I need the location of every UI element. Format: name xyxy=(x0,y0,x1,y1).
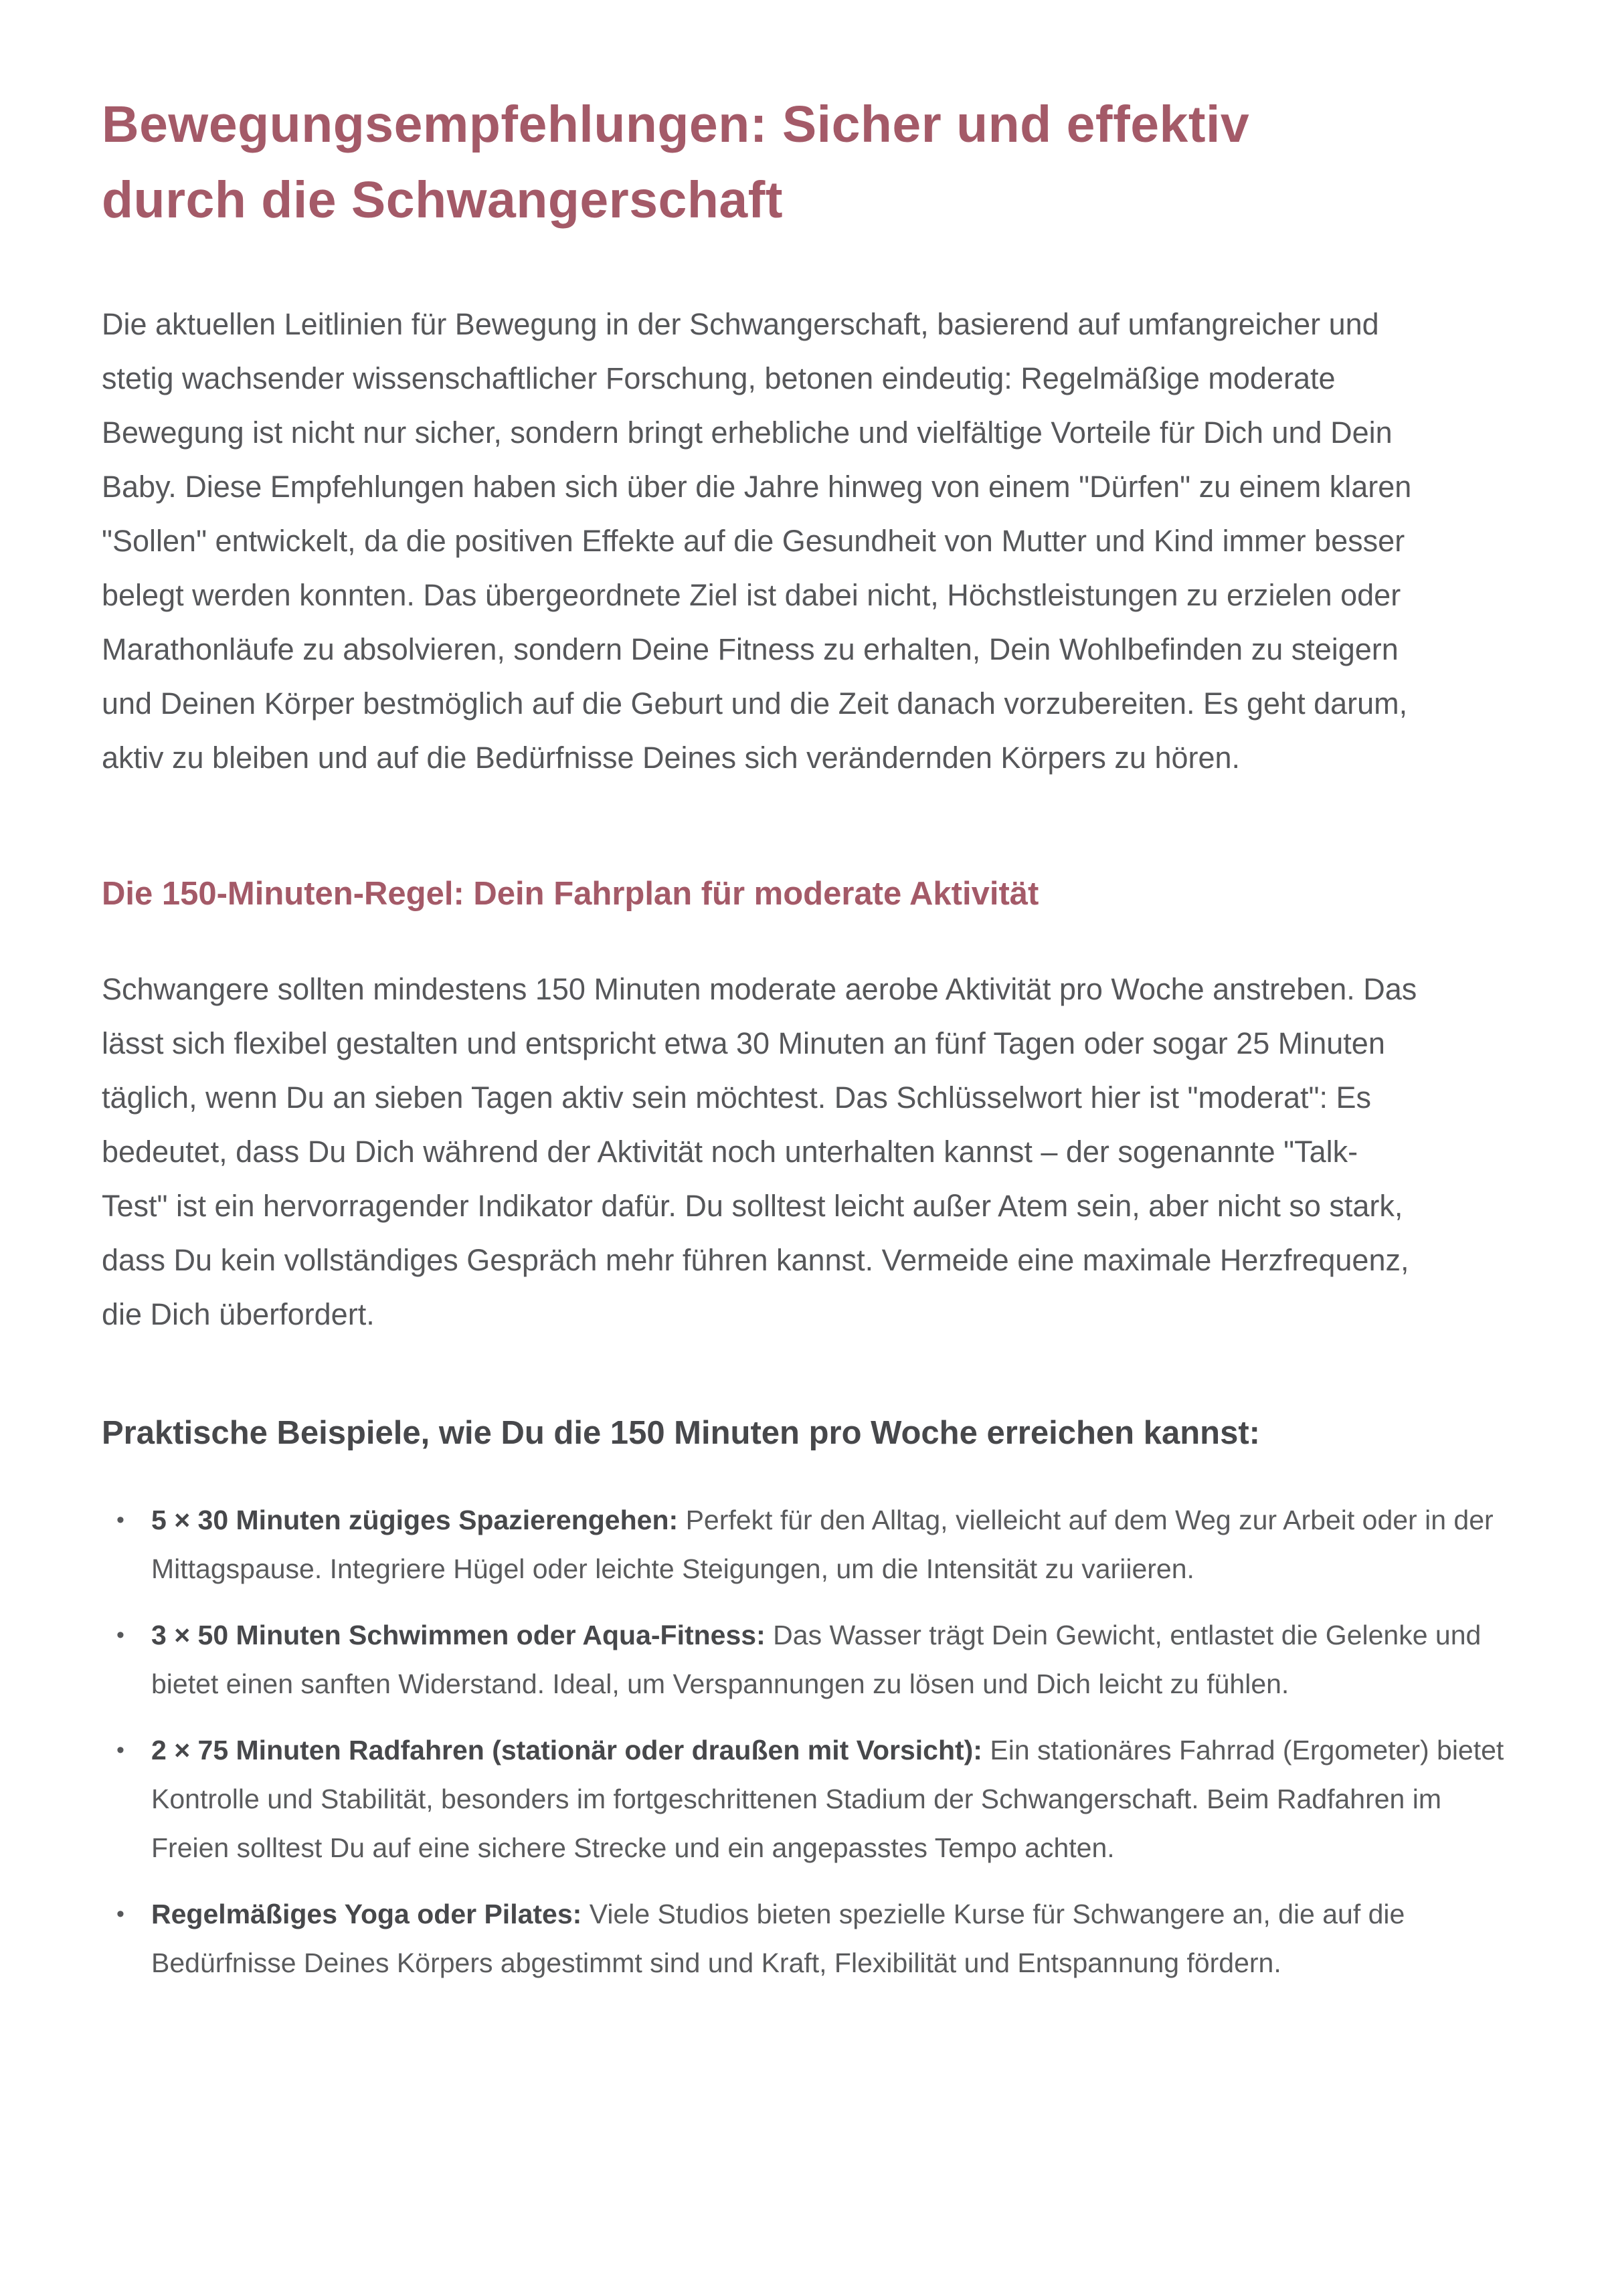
examples-heading: Praktische Beispiele, wie Du die 150 Minuten pro Woche erreichen kannst: xyxy=(102,1415,1260,1451)
list-item-lead: Regelmäßiges Yoga oder Pilates: xyxy=(151,1899,582,1929)
list-item-schwimmen xyxy=(102,1611,1504,1709)
bullet-icon: • xyxy=(116,1737,124,1763)
intro-paragraph: Die aktuellen Leitlinien für Bewegung in der Schwangerschaft, basierend auf umfangreicher und stetig wachsender wissenschaftlicher Forschung, betonen eindeutig: Regelmäßige moderate Bewegung ist nicht nur sicher, sondern bringt erhebliche und vielfältige Vorteile für Dich und Dein Baby. Diese Empfehlungen haben sich über die Jahre hinweg von einem "Dürfen" zu einem klaren "Sollen" entwickelt, da die positiven Effekte auf die Gesundheit von Mutter und Kind immer besser belegt werden konnten. Das übergeordnete Ziel ist dabei nicht, Höchstleistungen zu erzielen oder Marathonläufe zu absolvieren, sondern Deine Fitness zu erhalten, Dein Wohlbefinden zu steigern und Deinen Körper bestmöglich auf die Geburt und die Zeit danach vorzubereiten. Es geht darum, aktiv zu bleiben und auf die Bedürfnisse Deines sich verändernden Körpers zu hören. xyxy=(102,307,1412,775)
bullet-icon: • xyxy=(116,1622,124,1648)
list-item-body: Das Wasser trägt Dein Gewicht, entlastet die Gelenke und bietet einen sanften Widerstand. Ideal, um Verspannungen zu lösen und Dich leicht zu fühlen. xyxy=(151,1620,1482,1699)
list-item-lead: 2 × 75 Minuten Radfahren (stationär oder draußen mit Vorsicht): xyxy=(151,1735,982,1765)
list-item-lead: 3 × 50 Minuten Schwimmen oder Aqua-Fitness: xyxy=(151,1620,766,1650)
list-item-text xyxy=(151,1726,1504,1873)
bullet-icon: • xyxy=(116,1901,124,1927)
list-item-text xyxy=(151,1890,1504,1988)
list-item-spazierengehen xyxy=(102,1496,1504,1594)
list-item-radfahren xyxy=(102,1726,1504,1873)
list-item-yoga-pilates xyxy=(102,1890,1504,1988)
page-title: Bewegungsempfehlungen: Sicher und effektiv durch die Schwangerschaft xyxy=(102,96,1250,229)
list-item-body: Viele Studios bieten spezielle Kurse für Schwangere an, die auf die Bedürfnisse Deines Körpers abgestimmt sind und Kraft, Flexibilität und Entspannung fördern. xyxy=(151,1899,1405,1978)
examples-list xyxy=(102,1496,1504,1988)
list-item-text xyxy=(151,1611,1504,1709)
list-item-body: Ein stationäres Fahrrad (Ergometer) bietet Kontrolle und Stabilität, besonders im fortgeschrittenen Stadium der Schwangerschaft. Beim Radfahren im Freien solltest Du auf eine sichere Strecke und ein angepasstes Tempo achten. xyxy=(151,1735,1504,1863)
list-item-text xyxy=(151,1496,1504,1594)
rule-section-paragraph: Schwangere sollten mindestens 150 Minuten moderate aerobe Aktivität pro Woche anstreben. Das lässt sich flexibel gestalten und entspricht etwa 30 Minuten an fünf Tagen oder sogar 25 Minuten täglich, wenn Du an sieben Tagen aktiv sein möchtest. Das Schlüsselwort hier ist "moderat": Es bedeutet, dass Du Dich während der Aktivität noch unterhalten kannst – der sogenannte "Talk-Test" ist ein hervorragender Indikator dafür. Du solltest leicht außer Atem sein, aber nicht so stark, dass Du kein vollständiges Gespräch mehr führen kannst. Vermeide eine maximale Herzfrequenz, die Dich überfordert. xyxy=(102,972,1417,1331)
list-item-body: Perfekt für den Alltag, vielleicht auf dem Weg zur Arbeit oder in der Mittagspause. Integriere Hügel oder leichte Steigungen, um die Intensität zu variieren. xyxy=(151,1505,1494,1584)
bullet-icon: • xyxy=(116,1507,124,1533)
list-item-lead: 5 × 30 Minuten zügiges Spazierengehen: xyxy=(151,1505,679,1535)
section-heading-150-minuten-regel: Die 150-Minuten-Regel: Dein Fahrplan für moderate Aktivität xyxy=(102,876,1039,912)
